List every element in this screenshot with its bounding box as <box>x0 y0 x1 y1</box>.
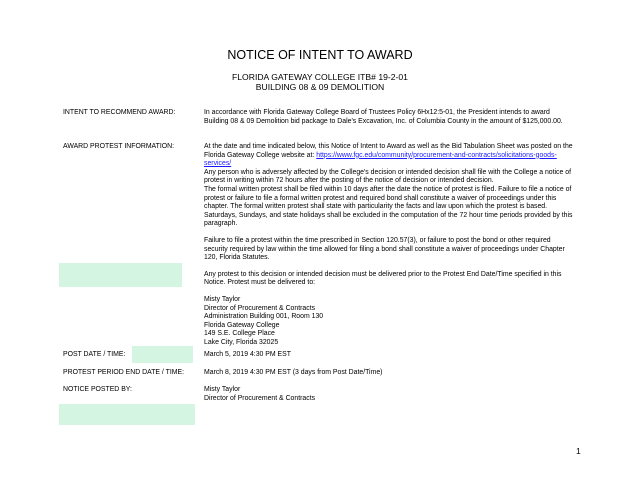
post-date-value: March 5, 2019 4:30 PM EST <box>204 351 291 358</box>
contact-building: Administration Building 001, Room 130 <box>204 313 324 321</box>
contact-org: Florida Gateway College <box>204 321 280 329</box>
protest-posting-text: At the date and time indicated below, this Notice of Intent to Award as well as the Bid Tabulation Sheet was posted on the Florida Gateway College website at: <box>204 143 573 159</box>
post-date-label: POST DATE / TIME: <box>63 351 126 358</box>
contact-city: Lake City, Florida 32025 <box>204 338 279 346</box>
contact-name: Misty Taylor <box>204 295 241 303</box>
protest-end-label: PROTEST PERIOD END DATE / TIME: <box>63 369 184 376</box>
page-title: NOTICE OF INTENT TO AWARD <box>227 48 413 62</box>
recommend-text <box>204 109 576 126</box>
protest-label: AWARD PROTEST INFORMATION: <box>63 143 175 150</box>
subtitle-project: BUILDING 08 & 09 DEMOLITION <box>255 82 385 92</box>
highlight-cell <box>59 263 182 287</box>
posted-by-name: Misty Taylor <box>204 386 241 393</box>
protest-paragraph-2: Failure to file a protest within the time prescribed in Section 120.57(3), or failure to post the bond or other required security required by law within the time allowed for filing a bond shall constitute a waiver of proceedings under Chapter 120, Florida Statutes. <box>204 236 565 262</box>
subtitle-itb: FLORIDA GATEWAY COLLEGE ITB# 19-2-01 <box>232 72 408 82</box>
protest-section <box>204 143 576 347</box>
contact-street: 149 S.E. College Place <box>204 330 275 338</box>
protest-formal-text: The formal written protest shall be filed within 10 days after the date the notice of protest is filed. Failure to file a notice of protest or failure to file a formal written protest and required bond shall constitute a waiver of proceedings under this chapter. The formal written protest shall state with particularity the facts and law upon which the protest is based. Saturdays, Sundays, and state holidays shall be excluded in the computation of the 72 hour time periods provided by this paragraph. <box>204 185 573 228</box>
page-number: 1 <box>576 446 581 456</box>
recommend-label: INTENT TO RECOMMEND AWARD: <box>63 109 176 116</box>
contact-title: Director of Procurement & Contracts <box>204 304 316 312</box>
procurement-link[interactable]: https://www.fgc.edu/community/procurement-and-contracts/solicitations-goods-services/ <box>204 151 557 168</box>
page-subtitle <box>0 72 640 92</box>
protest-adverse-text: Any person who is adversely affected by the College's decision or intended decision shall file with the College a notice of protest in writing within 72 hours after the posting of the notice of decision or intended decision. <box>204 168 571 185</box>
posted-by-block <box>204 386 576 403</box>
post-date-highlight <box>132 346 193 363</box>
recommend-paragraph: In accordance with Florida Gateway College Board of Trustees Policy 6Hx12:5-01, the President intends to award Building 08 & 09 Demolition bid package to Dale's Excavation, Inc. of Columbia County in the amount of $125,000.00. <box>204 109 563 125</box>
contact-block <box>204 296 576 348</box>
posted-by-title: Director of Procurement & Contracts <box>204 394 316 402</box>
posted-by-label: NOTICE POSTED BY: <box>63 386 132 393</box>
posted-by-highlight <box>59 404 195 425</box>
protest-end-value: March 8, 2019 4:30 PM EST (3 days from Post Date/Time) <box>204 369 383 376</box>
protest-paragraph-3: Any protest to this decision or intended decision must be delivered prior to the Protest End Date/Time specified in this Notice. Protest must be delivered to: <box>204 270 562 287</box>
protest-paragraph-1 <box>204 143 576 229</box>
